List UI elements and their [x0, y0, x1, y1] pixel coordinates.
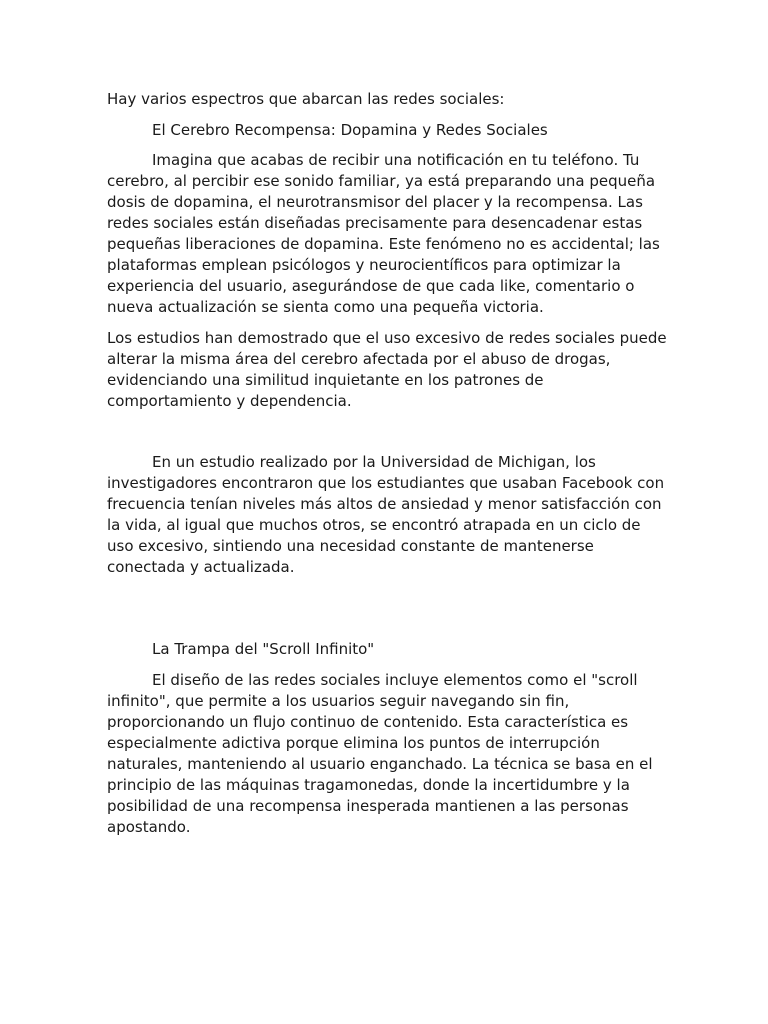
- intro-paragraph: Hay varios espectros que abarcan las redes sociales:: [107, 90, 505, 108]
- paragraph-notification: Imagina que acabas de recibir una notificación en tu teléfono. Tu cerebro, al percibir ese sonido familiar, ya está preparando una pequeña dosis de dopamina, el neurotransmisor del placer y la recompensa. Las redes sociales están diseñadas precisamente para desencadenar estas pequeñas liberaciones de dopamina. Este fenómeno no es accidental; las plataformas emplean psicólogos y neurocientíficos para optimizar la experiencia del usuario, asegurándose de que cada like, comentario o nueva actualización se sienta como una pequeña victoria.: [107, 151, 660, 316]
- section-heading-infinite-scroll: La Trampa del "Scroll Infinito": [152, 640, 375, 658]
- document-page: [107, 89, 667, 838]
- paragraph-scroll-design: El diseño de las redes sociales incluye elementos como el "scroll infinito", que permite a los usuarios seguir navegando sin fin, proporcionando un flujo continuo de contenido. Esta característica es especialmente adictiva porque elimina los puntos de interrupción naturales, manteniendo al usuario enganchado. La técnica se basa en el principio de las máquinas tragamonedas, donde la incertidumbre y la posibilidad de una recompensa inesperada mantienen a las personas apostando.: [107, 671, 653, 836]
- section-heading-dopamine: El Cerebro Recompensa: Dopamina y Redes Sociales: [152, 121, 548, 139]
- paragraph-studies: Los estudios han demostrado que el uso excesivo de redes sociales puede alterar la misma área del cerebro afectada por el abuso de drogas, evidenciando una similitud inquietante en los patrones de comportamiento y dependencia.: [107, 329, 667, 410]
- paragraph-michigan-study: En un estudio realizado por la Universidad de Michigan, los investigadores encontraron que los estudiantes que usaban Facebook con frecuencia tenían niveles más altos de ansiedad y menor satisfacción con la vida, al igual que muchos otros, se encontró atrapada en un ciclo de uso excesivo, sintiendo una necesidad constante de mantenerse conectada y actualizada.: [107, 453, 665, 576]
